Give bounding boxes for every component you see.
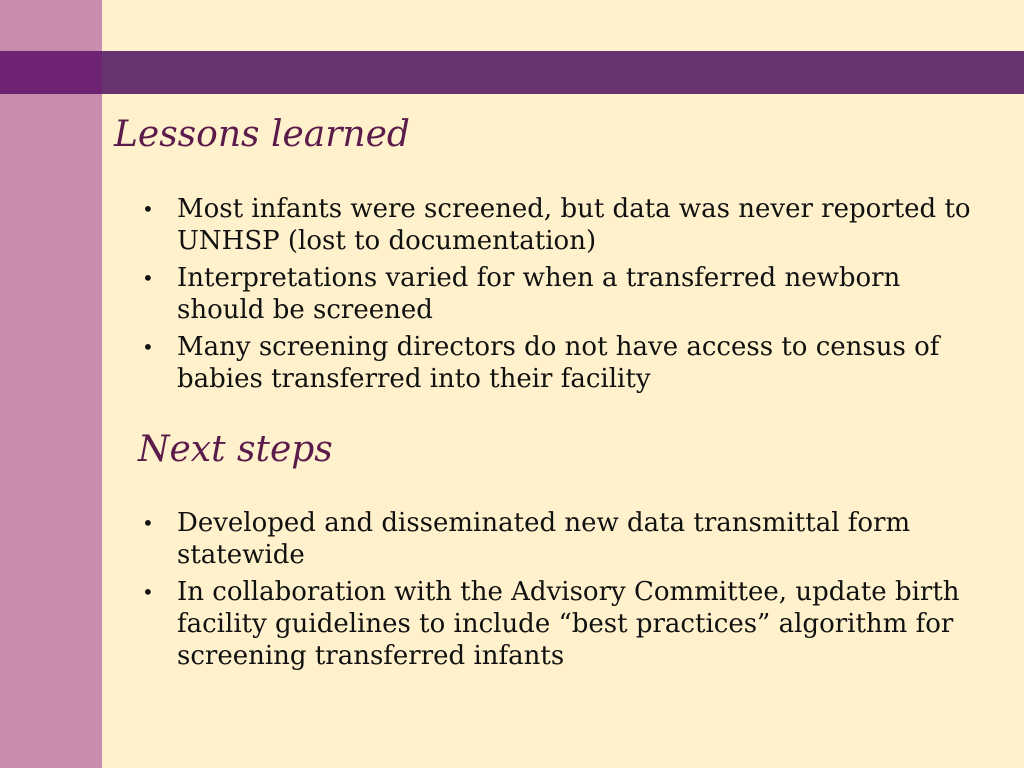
next-steps-heading: Next steps (138, 429, 333, 470)
list-item (140, 507, 980, 571)
next-steps-list (140, 507, 980, 677)
list-item (140, 262, 980, 326)
left-decorative-bar (0, 0, 102, 768)
bullet-text: In collaboration with the Advisory Committee, update birth facility guidelines to include “best practices” algorithm for screening transferred infants (177, 577, 960, 671)
lessons-learned-list (140, 193, 980, 400)
lessons-learned-heading: Lessons learned (114, 114, 410, 155)
bullet-icon: • (142, 335, 154, 359)
bullet-icon: • (142, 197, 154, 221)
bullet-text: Interpretations varied for when a transferred newborn should be screened (177, 263, 901, 325)
bullet-icon: • (142, 580, 154, 604)
top-decorative-band (0, 51, 1024, 94)
bullet-text: Many screening directors do not have access to census of babies transferred into their facility (177, 332, 940, 394)
top-band-accent (0, 51, 102, 94)
bullet-text: Developed and disseminated new data transmittal form statewide (177, 508, 911, 570)
bullet-icon: • (142, 511, 154, 535)
list-item (140, 576, 980, 672)
bullet-icon: • (142, 266, 154, 290)
list-item (140, 331, 980, 395)
list-item (140, 193, 980, 257)
bullet-text: Most infants were screened, but data was never reported to UNHSP (lost to documentation) (177, 194, 971, 256)
